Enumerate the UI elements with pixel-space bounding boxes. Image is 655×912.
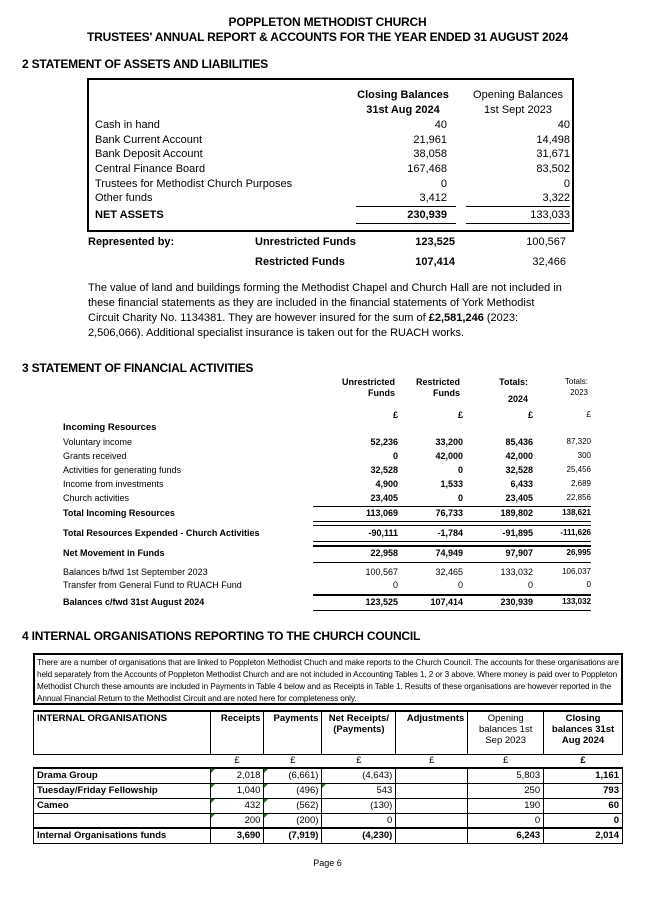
document-subtitle: TRUSTEES' ANNUAL REPORT & ACCOUNTS FOR THE YEAR ENDED 31 AUGUST 2024 — [87, 30, 568, 44]
totals-2023-header-2: 2023 — [570, 388, 588, 397]
divider — [466, 206, 570, 207]
asset-row: Bank Current Account 21,961 14,498 — [95, 134, 570, 146]
opening-header-1: Opening Balances — [473, 89, 563, 101]
col-header-receipts: Receipts — [210, 711, 264, 754]
document-title: POPPLETON METHODIST CHURCH — [228, 15, 427, 29]
unrestricted-header-1: Unrestricted — [341, 377, 395, 387]
internal-orgs-note: There are a number of organisations that are linked to Poppleton Methodist Chuch and make reports to the Church Council. The accounts for these organisations are held separately from the Accounts of Poppleton Methodist Church and are not included in Accounting Tables 1, 2 or 3 above. Where money is paid over to Poppleton Methodist Church these amounts are included in Payments in Table 4 below and as Receipts in Table 1. Results of these organisations are however reported in the Annual Financial Return to the Methodist Circuit and are noted here for completeness only. — [33, 653, 623, 705]
divider — [356, 206, 456, 207]
sofa-row: Activities for generating funds 32,528 0 32,528 25,456 — [63, 465, 591, 475]
unrestricted-header-2: Funds — [368, 388, 395, 398]
restricted-header-2: Funds — [433, 388, 460, 398]
represented-by-label: Represented by: — [88, 236, 175, 248]
incoming-resources-heading: Incoming Resources — [63, 422, 157, 433]
internal-organisations-table — [33, 710, 623, 844]
sofa-row: Church activities 23,405 0 23,405 22,856 — [63, 493, 591, 503]
sofa-row: Income from investments 4,900 1,533 6,433 2,689 — [63, 479, 591, 489]
currency-row: £ £ £ £ £ £ — [234, 754, 586, 766]
col-header-opening: Opening balances 1st Sep 2023 — [468, 711, 544, 754]
total-expended-row: Total Resources Expended - Church Activities -90,111 -1,784 -91,895 -111,626 — [63, 528, 591, 538]
totals-2024-header-1: Totals: — [499, 377, 528, 387]
col-header-name: INTERNAL ORGANISATIONS — [34, 711, 211, 754]
sofa-row: Grants received 0 42,000 42,000 300 — [63, 451, 591, 461]
table-total-row: Internal Organisations funds 3,690 (7,919) (4,230) 6,243 2,014 — [34, 828, 623, 843]
table-row: Drama Group 2,018 (6,661) (4,643) 5,803 1,161 — [34, 768, 623, 783]
restricted-header-1: Restricted — [415, 377, 460, 387]
asset-row: Central Finance Board 167,468 83,502 — [95, 163, 570, 175]
currency-row: £ £ £ £ — [392, 410, 591, 420]
divider — [313, 525, 591, 526]
land-buildings-note: The value of land and buildings forming the Methodist Chapel and Church Hall are not included in these financial statements as they are included in the financial statements of York Methodist Circuit Charity No. 1134381. They are however insured for the sum of £2,581,246 (2023: 2,506,066). Additional specialist insurance is taken out for the RUACH works. — [88, 282, 562, 339]
table-row: Tuesday/Friday Fellowship 1,040 (496) 543 250 793 — [34, 783, 623, 798]
totals-2023-header-1: Totals: — [564, 377, 588, 386]
opening-header-2: 1st Sept 2023 — [484, 104, 552, 116]
col-header-closing: Closing balances 31st Aug 2024 — [544, 711, 623, 754]
table-row: 200 (200) 0 0 0 — [34, 813, 623, 828]
unrestricted-opening: 100,567 — [526, 236, 566, 248]
section-3-title: 3 STATEMENT OF FINANCIAL ACTIVITIES — [22, 361, 254, 375]
divider — [313, 610, 591, 611]
asset-row: Trustees for Methodist Church Purposes 0 0 — [95, 178, 570, 190]
divider — [313, 506, 591, 507]
table-row: Cameo 432 (562) (130) 190 60 — [34, 798, 623, 813]
balances-bfwd-row: Balances b/fwd 1st September 2023 100,567 32,465 133,032 106,037 — [63, 567, 591, 577]
restricted-funds-label: Restricted Funds — [255, 256, 345, 268]
divider — [466, 223, 570, 224]
net-assets-row: NET ASSETS 230,939 133,033 — [95, 209, 570, 221]
restricted-opening: 32,466 — [532, 256, 566, 268]
col-header-payments: Payments — [264, 711, 322, 754]
col-header-adjustments: Adjustments — [396, 711, 468, 754]
transfer-row: Transfer from General Fund to RUACH Fund 0 0 0 0 — [63, 580, 591, 590]
divider — [313, 521, 591, 522]
divider — [313, 562, 591, 563]
closing-header-2: 31st Aug 2024 — [366, 104, 440, 116]
asset-row: Other funds 3,412 3,322 — [95, 192, 570, 204]
divider — [313, 545, 591, 547]
table-header-row — [34, 711, 623, 754]
sofa-row: Voluntary income 52,236 33,200 85,436 87,320 — [63, 437, 591, 447]
asset-row: Cash in hand 40 40 — [95, 119, 570, 131]
col-header-net: Net Receipts/ (Payments) — [322, 711, 396, 754]
page-number: Page 6 — [313, 858, 342, 868]
section-4-title: 4 INTERNAL ORGANISATIONS REPORTING TO THE CHURCH COUNCIL — [22, 629, 421, 643]
divider — [313, 594, 591, 596]
closing-header-1: Closing Balances — [357, 89, 449, 101]
net-movement-row: Net Movement in Funds 22,958 74,949 97,907 26,995 — [63, 548, 591, 558]
unrestricted-closing: 123,525 — [415, 236, 455, 248]
restricted-closing: 107,414 — [415, 256, 455, 268]
divider — [356, 223, 456, 224]
total-incoming-row: Total Incoming Resources 113,069 76,733 189,802 138,621 — [63, 508, 591, 518]
unrestricted-funds-label: Unrestricted Funds — [255, 236, 356, 248]
balances-cfwd-row: Balances c/fwd 31st August 2024 123,525 107,414 230,939 133,032 — [63, 597, 591, 607]
insured-amount: £2,581,246 — [428, 312, 484, 324]
totals-2024-header-2: 2024 — [507, 394, 528, 404]
divider — [313, 541, 591, 542]
section-2-title: 2 STATEMENT OF ASSETS AND LIABILITIES — [22, 57, 268, 71]
asset-row: Bank Deposit Account 38,058 31,671 — [95, 148, 570, 160]
